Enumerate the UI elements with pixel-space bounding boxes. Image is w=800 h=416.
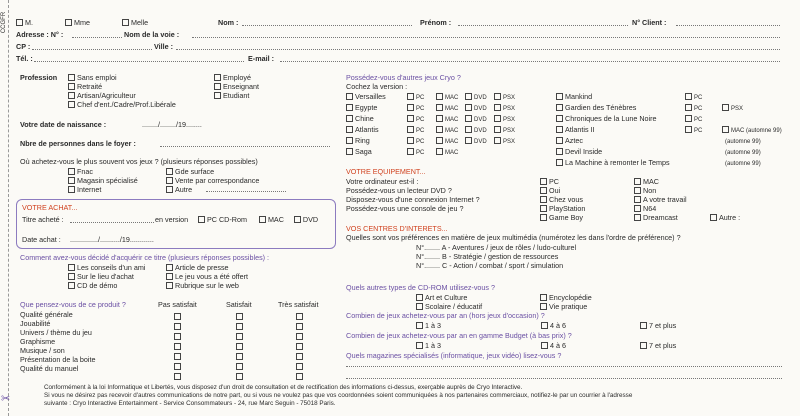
option[interactable]: 1 à 3 bbox=[416, 321, 541, 330]
equip-autre[interactable]: Autre : bbox=[710, 213, 740, 222]
col-pas-boxes[interactable] bbox=[174, 310, 183, 380]
checkbox-mac[interactable]: MAC bbox=[259, 215, 284, 224]
option[interactable]: Art et Culture bbox=[416, 293, 482, 302]
checkbox-m[interactable]: M. bbox=[16, 18, 33, 27]
occasion-o bbox=[416, 321, 676, 330]
cryo-games1 bbox=[346, 92, 515, 158]
client-field[interactable] bbox=[676, 25, 780, 26]
option[interactable]: Dreamcast bbox=[634, 213, 687, 222]
option[interactable]: MAC bbox=[634, 177, 687, 186]
email-field[interactable] bbox=[280, 61, 780, 62]
cryo-label: Possédez-vous d'autres jeux Cryo ? bbox=[346, 73, 461, 82]
option[interactable]: Le jeu vous a été offert bbox=[166, 272, 248, 281]
pensez-rows bbox=[20, 310, 96, 373]
footer-text: Conformément à la loi Informatique et Libertés, vous disposez d'un droit de consultation et de rectification des informations ci-dessus, exerçable auprès de Cryo Interactive. Si vous ne désirez pas recevoir d'autres communications de notre part, ou si vous ne voulez pas que vos coordonnées soient communiquées à nos partenaires commerciaux, notifiez-le par un courrier à l'adresse suivante : Cryo Interactive Entertainment - Service Consommateurs - 24, rue Marc Seguin - 75018 Paris. bbox=[44, 384, 633, 407]
col-satisfait: Satisfait bbox=[226, 300, 252, 309]
game-row: Mankind PC bbox=[556, 92, 782, 103]
option[interactable]: Magasin spécialisé bbox=[68, 176, 138, 185]
game-row: Egypte PC MAC DVD PSX bbox=[346, 103, 515, 114]
row: Univers / thème du jeu bbox=[20, 328, 92, 337]
profession-col2 bbox=[214, 73, 259, 100]
equip-a2 bbox=[634, 177, 687, 222]
num-field[interactable] bbox=[72, 37, 122, 38]
centres-items: N°........ A - Aventures / jeux de rôles / ludo-culturel N°........ B - Stratégie / gestion de ressources N°........ C - Action / combat / sport / simulation bbox=[416, 243, 577, 270]
pensez-label: Que pensez-vous de ce produit ? bbox=[20, 300, 126, 309]
row: Graphisme bbox=[20, 337, 56, 346]
budget-q: Combien de jeux achetez-vous par an en gamme Budget (à bas prix) ? bbox=[346, 331, 572, 340]
decide-col2 bbox=[166, 263, 248, 290]
date-achat-label: Date achat : bbox=[22, 235, 61, 244]
cp-label: CP : bbox=[16, 42, 31, 51]
cryo-games2 bbox=[556, 92, 782, 169]
equip-a1 bbox=[540, 177, 585, 222]
foyer-label: Nbre de personnes dans le foyer : bbox=[20, 139, 136, 148]
mags-field-1[interactable] bbox=[346, 366, 782, 367]
col-pas: Pas satisfait bbox=[158, 300, 197, 309]
voie-field[interactable] bbox=[192, 37, 780, 38]
row: Qualité du manuel bbox=[20, 364, 79, 373]
nom-label: Nom : bbox=[218, 18, 239, 27]
checkbox-mme[interactable]: Mme bbox=[65, 18, 90, 27]
option[interactable]: Article de presse bbox=[166, 263, 248, 272]
option[interactable]: Artisan/Agriculteur bbox=[68, 91, 176, 100]
option[interactable]: Game Boy bbox=[540, 213, 585, 222]
profession-col1 bbox=[68, 73, 176, 109]
col-tres-boxes[interactable] bbox=[296, 310, 305, 380]
option[interactable]: 7 et plus bbox=[640, 341, 676, 350]
option[interactable]: Non bbox=[634, 186, 687, 195]
occasion-q: Combien de jeux achetez-vous par an (hors jeux d'occasion) ? bbox=[346, 311, 545, 320]
centres-title: VOS CENTRES D'INTERETS... bbox=[346, 224, 448, 233]
titre-label: Titre acheté : bbox=[22, 215, 64, 224]
mags-field-2[interactable] bbox=[346, 378, 782, 379]
prenom-label: Prénom : bbox=[420, 18, 452, 27]
cryo-sub: Cochez la version : bbox=[346, 82, 408, 91]
birth-field[interactable]: ......../......../19........ bbox=[142, 120, 202, 129]
version-options bbox=[198, 215, 318, 224]
option[interactable]: A votre travail bbox=[634, 195, 687, 204]
profession-label: Profession bbox=[20, 73, 58, 82]
option[interactable]: Oui bbox=[540, 186, 585, 195]
achat-title: VOTRE ACHAT... bbox=[22, 203, 78, 212]
centres-q: Quelles sont vos préférences en matière de jeux multimédia (numérotez les dans l'ordre de préférence) ? bbox=[346, 233, 681, 242]
option[interactable]: PC bbox=[540, 177, 585, 186]
game-row: Ring PC MAC DVD PSX bbox=[346, 136, 515, 147]
game-row: Devil Inside (automne 99) bbox=[556, 147, 782, 158]
option[interactable]: Chez vous bbox=[540, 195, 585, 204]
scissors-icon: ✂ bbox=[1, 393, 11, 405]
option[interactable]: Scolaire / éducatif bbox=[416, 302, 482, 311]
equip-questions: Votre ordinateur est-il : Possédez-vous un lecteur DVD ? Disposez-vous d'une connexion Internet ? Possédez-vous une console de jeu ? bbox=[346, 177, 480, 213]
option[interactable]: N64 bbox=[634, 204, 687, 213]
decide-col1 bbox=[68, 263, 146, 290]
mags-q: Quels magazines spécialisés (informatique, jeux vidéo) lisez-vous ? bbox=[346, 351, 562, 360]
option[interactable]: Vie pratique bbox=[540, 302, 592, 311]
option[interactable]: CD de démo bbox=[68, 281, 146, 290]
game-row: Gardien des Ténèbres PC PSX bbox=[556, 103, 782, 114]
adresse-label: Adresse : N° : bbox=[16, 30, 64, 39]
birth-label: Votre date de naissance : bbox=[20, 120, 107, 129]
game-row: Chine PC MAC DVD PSX bbox=[346, 114, 515, 125]
option[interactable]: Internet bbox=[68, 185, 138, 194]
prenom-field[interactable] bbox=[458, 25, 628, 26]
achetez-col2 bbox=[166, 167, 259, 194]
ville-field[interactable] bbox=[176, 49, 780, 50]
option[interactable]: Etudiant bbox=[214, 91, 259, 100]
version-label: en version bbox=[155, 215, 189, 224]
tel-label: Tél. : bbox=[16, 54, 33, 63]
cdrom-col2 bbox=[540, 293, 592, 311]
row: Musique / son bbox=[20, 346, 65, 355]
equip-title: VOTRE EQUIPEMENT... bbox=[346, 167, 426, 176]
option[interactable]: Enseignant bbox=[214, 82, 259, 91]
checkbox-melle[interactable]: Melle bbox=[122, 18, 148, 27]
option[interactable]: 4 à 6 bbox=[541, 321, 640, 330]
option[interactable]: 7 et plus bbox=[640, 321, 676, 330]
checkbox-dvd[interactable]: DVD bbox=[294, 215, 318, 224]
game-row: Saga PC MAC bbox=[346, 147, 515, 158]
cp-field[interactable] bbox=[32, 49, 152, 50]
option[interactable]: Retraité bbox=[68, 82, 176, 91]
cdrom-q: Quels autres types de CD-ROM utilisez-vous ? bbox=[346, 283, 495, 292]
nom-field[interactable] bbox=[242, 25, 412, 26]
title-options bbox=[16, 18, 148, 27]
row: Jouabilité bbox=[20, 319, 51, 328]
checkbox-pc[interactable]: PC CD-Rom bbox=[198, 215, 247, 224]
decide-label: Comment avez-vous décidé d'acquérir ce titre (plusieurs réponses possibles) : bbox=[20, 253, 270, 262]
game-row: Atlantis PC MAC DVD PSX bbox=[346, 125, 515, 136]
option[interactable]: Employé bbox=[214, 73, 259, 82]
col-tres: Très satisfait bbox=[278, 300, 319, 309]
foyer-field[interactable] bbox=[160, 146, 330, 147]
game-row: Aztec (automne 99) bbox=[556, 136, 782, 147]
cdrom-col1 bbox=[416, 293, 482, 311]
game-row: La Machine à remonter le Temps (automne 99) bbox=[556, 158, 782, 169]
option[interactable]: 4 à 6 bbox=[541, 341, 640, 350]
email-label: E-mail : bbox=[248, 54, 274, 63]
client-label: N° Client : bbox=[632, 18, 667, 27]
date-achat-field[interactable]: ............../........../19............ bbox=[70, 235, 154, 244]
nom-voie-label: Nom de la voie : bbox=[124, 30, 180, 39]
option[interactable]: Les conseils d'un ami bbox=[68, 263, 146, 272]
row: Qualité générale bbox=[20, 310, 73, 319]
col-sat-boxes[interactable] bbox=[236, 310, 245, 380]
option[interactable]: Encyclopédie bbox=[540, 293, 592, 302]
titre-field[interactable] bbox=[70, 222, 154, 223]
option[interactable]: Sans emploi bbox=[68, 73, 176, 82]
tel-field[interactable] bbox=[34, 61, 244, 62]
achetez-label: Où achetez-vous le plus souvent vos jeux ? (plusieurs réponses possibles) bbox=[20, 157, 258, 166]
budget-o bbox=[416, 341, 676, 350]
option[interactable]: Rubrique sur le web bbox=[166, 281, 248, 290]
side-code: CCGFR bbox=[1, 11, 8, 34]
option[interactable]: Chef d'ent./Cadre/Prof.Libérale bbox=[68, 100, 176, 109]
option[interactable]: Vente par correspondance bbox=[166, 176, 259, 185]
ville-label: Ville : bbox=[154, 42, 174, 51]
cut-line bbox=[8, 0, 9, 416]
game-row: Atlantis II PC MAC (automne 99) bbox=[556, 125, 782, 136]
achetez-col1 bbox=[68, 167, 138, 194]
option[interactable]: Sur le lieu d'achat bbox=[68, 272, 146, 281]
option[interactable]: PlayStation bbox=[540, 204, 585, 213]
row: Présentation de la boite bbox=[20, 355, 96, 364]
game-row: Versailles PC MAC DVD PSX bbox=[346, 92, 515, 103]
option[interactable]: Gde surface bbox=[166, 167, 259, 176]
option[interactable]: Fnac bbox=[68, 167, 138, 176]
option[interactable]: Autre bbox=[166, 185, 259, 194]
game-row: Chroniques de la Lune Noire PC bbox=[556, 114, 782, 125]
option[interactable]: 1 à 3 bbox=[416, 341, 541, 350]
